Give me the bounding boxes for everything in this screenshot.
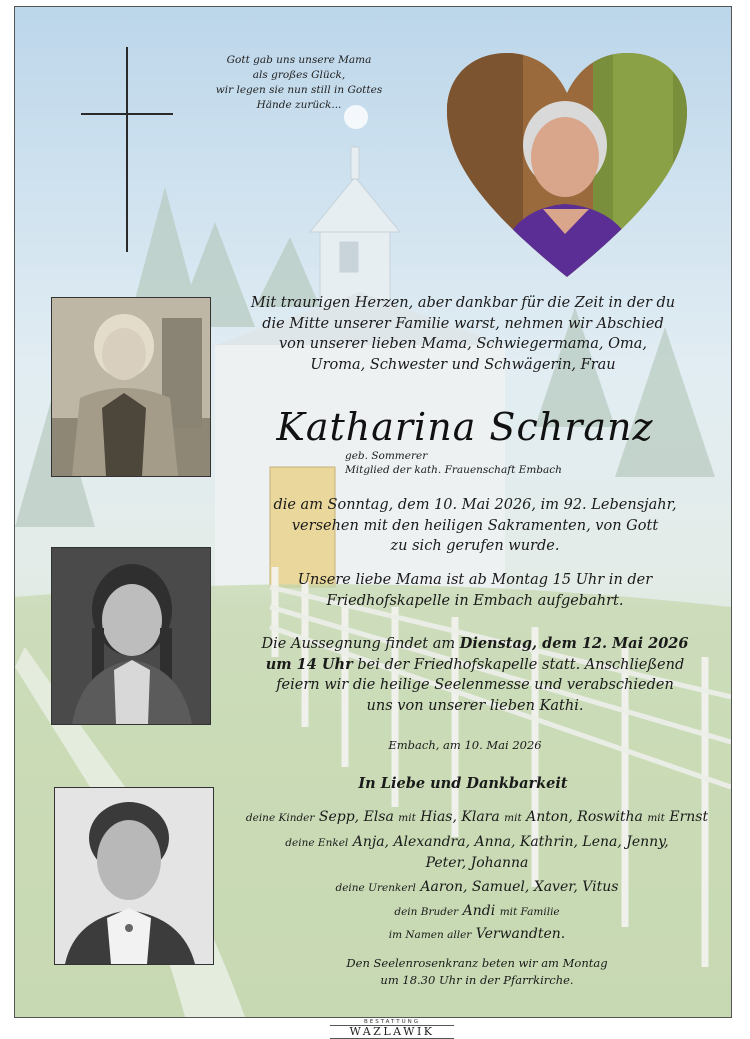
family-great-grandchildren: deine Urenkerl Aaron, Samuel, Xaver, Vitus: [335, 879, 619, 895]
blessing-date: Dienstag, dem 12. Mai 2026: [459, 635, 689, 652]
lying-in-state: Unsere liebe Mama ist ab Montag 15 Uhr in der Friedhofskapelle in Embach aufgebahrt.: [297, 572, 653, 609]
portrait-photo: [54, 787, 214, 965]
obituary-sheet: [14, 6, 732, 1018]
childhood-photo: [51, 297, 211, 477]
heart-portrait: [443, 49, 691, 281]
family-relatives: im Namen aller Verwandten.: [388, 926, 566, 942]
blessing-time: um 14 Uhr: [265, 655, 353, 673]
funeral-blessing: Die Aussegnung findet am Dienstag, dem 12. Mai 2026 um 14 Uhr bei der Friedhofskapelle statt. Anschließend feiern wir die heilige Seelenmesse und verabschieden uns von unserer lieben Kathi.: [261, 635, 689, 714]
family-grandchildren-cont: Peter, Johanna: [425, 855, 529, 871]
poem: Gott gab uns unsere Mama als großes Glück, wir legen sie nun still in Gottes Hände zurück...: [215, 54, 383, 111]
membership: Mitglied der kath. Frauenschaft Embach: [345, 464, 562, 476]
place-date: Embach, am 10. Mai 2026: [388, 738, 542, 752]
cross-icon: [81, 47, 173, 252]
death-notice: die am Sonntag, dem 10. Mai 2026, im 92. Lebensjahr, versehen mit den heiligen Sakramenten, von Gott zu sich gerufen wurde.: [273, 497, 677, 554]
funeral-home-logo: BESTATTUNG WAZLAWIK: [330, 1019, 454, 1039]
rosary-notice: Den Seelenrosenkranz beten wir am Montag um 18.30 Uhr in der Pfarrkirche.: [346, 956, 608, 987]
birth-name: geb. Sommerer: [345, 450, 428, 462]
family-brother: dein Bruder Andi mit Familie: [394, 903, 560, 919]
family-grandchildren: deine Enkel Anja, Alexandra, Anna, Kathrin, Lena, Jenny,: [285, 834, 669, 850]
family-children: deine Kinder Sepp, Elsa mit Hias, Klara mit Anton, Roswitha mit Ernst: [245, 809, 709, 825]
youth-photo: [51, 547, 211, 725]
deceased-name: Katharina Schranz: [276, 405, 654, 449]
love-heading: In Liebe und Dankbarkeit: [358, 775, 568, 792]
intro-text: Mit traurigen Herzen, aber dankbar für die Zeit in der du die Mitte unserer Familie warst, nehmen wir Abschied von unserer lieben Mama, Schwiegermama, Oma, Uroma, Schwester und Schwägerin, Frau: [250, 295, 676, 373]
